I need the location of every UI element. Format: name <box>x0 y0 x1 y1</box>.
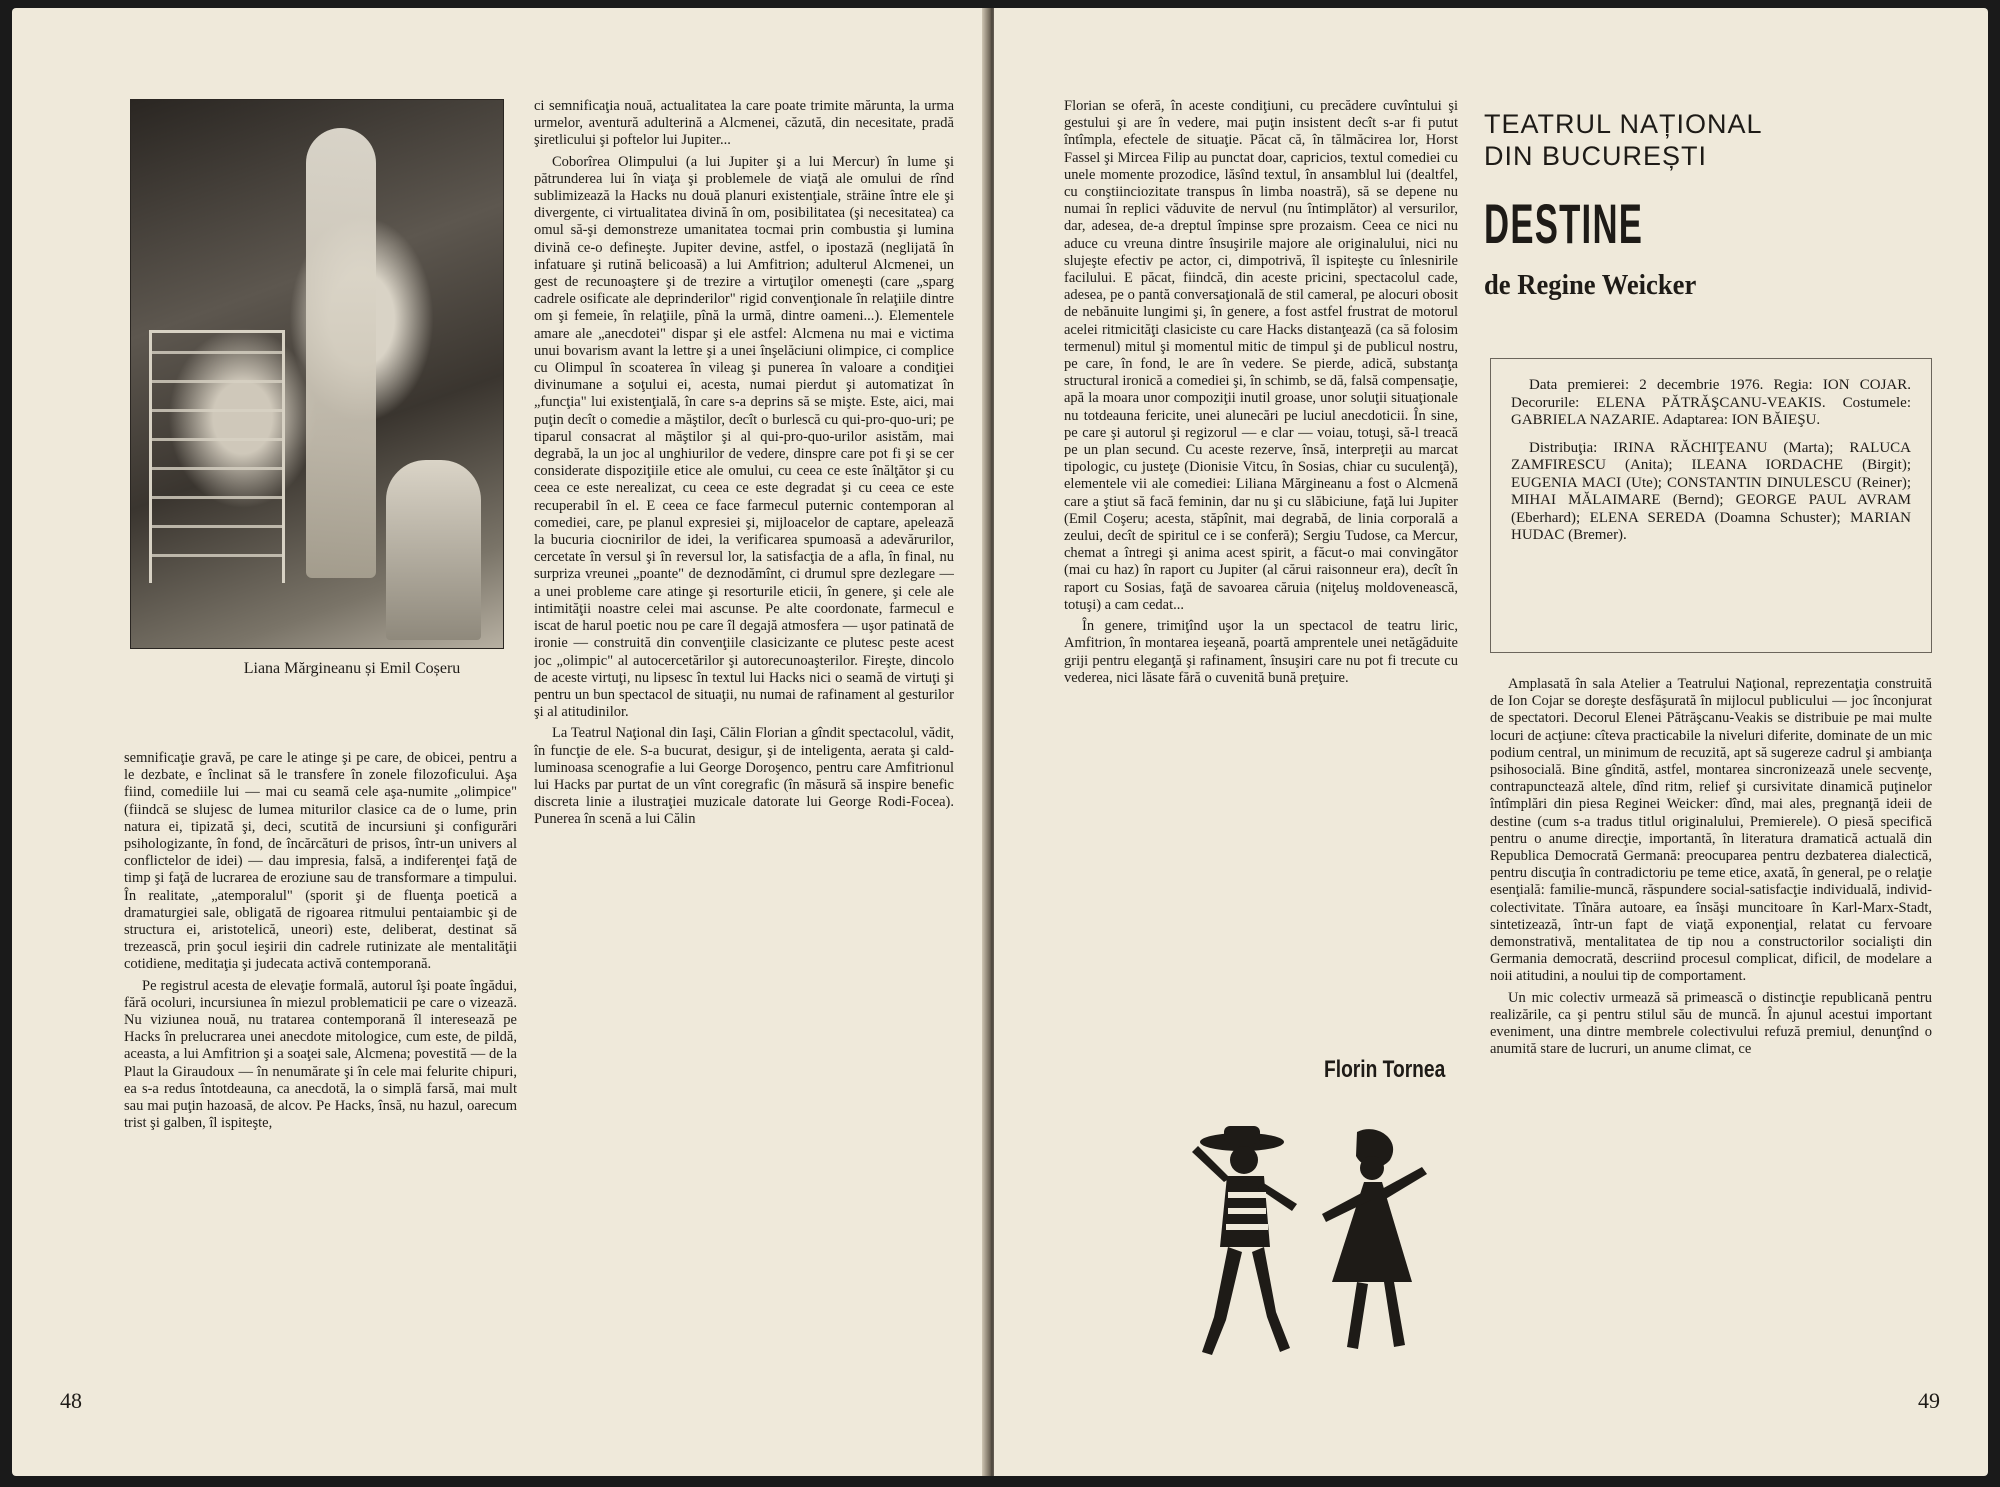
cast-paragraph: Distribuţia: IRINA RĂCHIŢEANU (Marta); RALUCA ZAMFIRESCU (Anita); ILEANA IORDACHE (Birgit); EUGENIA MACI (Ute); CONSTANTIN DINULESCU (Reiner); MIHAI MĂLAIMARE (Bernd); GEORGE PAUL AVRAM (Eberhard); ELENA SEREDA (Doamna Schuster); MARIAN HUDAC (Bremer). <box>1511 439 1911 543</box>
photo-figure-woman <box>306 128 376 578</box>
paragraph: Amplasată în sala Atelier a Teatrului Naţional, reprezentaţia construită de Ion Cojar se doreşte desfăşurată în mijlocul publicului — joc înconjurat de spectatori. Decorul Elenei Pătrăşcanu-Veakis se distribuie pe mai multe locuri de acţiune: cîteva practicabile la niveluri diferite, dominate de un mic podium central, un minimum de recuzită, apt să sugereze cadrul şi ambianţa psihosocială. Bine gîndită, astfel, montarea sincronizează unele secvenţe, contrapunctează altele, dînd ritm, relief şi cursivitate dinamică puţinelor întîmplări din piesa Reginei Weicker: dînd, mai ales, pregnanţă ideii de destine (cum s-a tradus titlul originalului, Premierele). O piesă specifică pentru o anume direcţie, importantă, în literatura dramatică actuală din Republica Democrată Germană: preocuparea pentru dezbaterea dialectică, pentru discuţia în contradictoriu pe teme etice, axată, în general, pe o relaţie esenţială: familie-muncă, răspundere social-satisfacţie individuală, individ-colectivitate. Tînăra autoare, ea însăşi muncitoare în Karl-Marx-Stadt, sintetizează, într-un fapt de viaţă exponenţial, relatat cu fervoare demonstrativă, mentalitatea de tip nou a constructorilor socialişti din Germania democrată, descriind procesul complicat, dificil, de modelare a noii atitudini, a noului tip de comportament. <box>1490 676 1932 985</box>
right-column <box>1490 676 1932 1382</box>
right-page <box>994 8 1988 1476</box>
play-title: DESTINE <box>1484 192 1644 255</box>
photo-figure-man <box>386 460 481 640</box>
play-byline: de Regine Weicker <box>1484 270 1697 301</box>
photo-staircase <box>149 330 285 583</box>
photo-caption: Liana Mărgineanu și Emil Coșeru <box>243 660 461 677</box>
paragraph: La Teatrul Naţional din Iaşi, Călin Florian a gîndit spectacolul, vădit, în funcţie de ele. S-a bucurat, desigur, şi de inteligenta, aerata şi cald-luminoasa scenografie a lui George Doroşenco, pentru care Amfitrionul lui Hacks par purtat de un vînt coregrafic (în măsură să inspire benefic discreta linie a ilustraţiei muzicale datorate lui George Rodi-Focea). Punerea în scenă a lui Călin <box>534 725 954 828</box>
paragraph: ci semnificaţia nouă, actualitatea la care poate trimite mărunta, la urma urmelor, aventură adulterină a Alcmenei, căzută, din necesitate, pradă şiretlicului şi poftelor lui Jupiter... <box>534 98 954 149</box>
credits-paragraph: Data premierei: 2 decembrie 1976. Regia: ION COJAR. Decorurile: ELENA PĂTRĂŞCANU-VEAKIS. Costumele: GABRIELA NAZARIE. Adaptarea: ION BĂIEŞU. <box>1511 377 1911 428</box>
dancers-illustration <box>1172 1112 1442 1367</box>
paragraph: În genere, trimiţînd uşor la un spectacol de teatru liric, Amfitrion, în montarea ieşeană, poartă amprentele unei netăgăduite griji pentru eleganţă şi rafinament, însuşiri care nu pot fi trecute cu vederea, nici lăsate fără o cuvenită bună preţuire. <box>1064 618 1458 686</box>
production-credits-box <box>1490 358 1932 653</box>
theatre-heading-line1: TEATRUL NAȚIONAL <box>1484 109 1763 139</box>
left-page <box>12 8 988 1476</box>
stage-photo <box>130 99 504 649</box>
left-column-lower <box>124 750 517 1380</box>
paragraph: Pe registrul acesta de elevaţie formală, autorul îşi poate îngădui, fără ocoluri, incursiunea în miezul problematicii pe care o vizează. Nu viziunea nouă, nu tratarea contemporană îl interesează pe Hacks în prelucrarea unei anecdote mitologice, cum este, de pildă, aceasta, a lui Amfitrion şi a soaţei sale, Alcmena; povestită — de la Plaut la Giraudoux — în nenumărate şi în cele mai felurite chipuri, ea s-a redus întotdeauna, ca anecdotă, la o simplă farsă, mai mult sau mai puţin hazoasă, de alcov. Pe Hacks, însă, nu hazul, oarecum trist şi galben, îl ispiteşte, <box>124 977 517 1132</box>
left-column <box>1064 98 1458 1028</box>
theatre-heading-line2: DIN BUCUREȘTI <box>1484 141 1708 171</box>
theatre-heading <box>1484 108 1944 172</box>
paragraph: Coborîrea Olimpului (a lui Jupiter şi a lui Mercur) în lume şi pătrunderea lui în viaţa şi problemele de viaţă ale omului de rînd sublimizează la Hacks nu două planuri existenţiale, străine între ele şi divergente, ci virtualitatea divină în om, posibilitatea (şi necesitatea) ca omul să-şi demonstreze umanitatea tocmai prin combustia şi lumina divină ce-o defineşte. Jupiter devine, astfel, o ipostază (neglijată în infatuare şi rutină belicoasă) a lui Amfitrion; adulterul Alcmenei, un gest de recunoaştere şi de trezire a virtuţilor omeneşti (care „sparg cadrele osificate ale deprinderilor" rigid convenţionale în relaţiile dintre om şi femeie, în relaţiile, pînă la urmă, dintre oameni...). Elementele amare ale „anecdotei" dispar şi ele astfel: Alcmena nu mai e victima unui bovarism avant la lettre şi a unei înşelăciuni olimpice, ci complice cu Olimpul în scoaterea în vileag şi punerea în valoare a condiţiei divinumane a soţului ei, acesta, numai pierdut şi automatizat în „funcţia" lui existenţială, în care s-a deprins să se mişte. Este, aici, mai puţin decît o comedie a măştilor, decît o burlescă cu qui-pro-quo-uri; pe tiparul consacrat al măştilor şi al qui-pro-quo-urilor asistăm, mai degrabă, la un joc al unghiurilor de vedere, dinspre care pot fi şi se cer considerate dispoziţiile etice ale omului, cu ceea ce este înălţător şi cu ceea ce este nerealizat, cu ceea ce este degradat şi cu ceea ce este recuperabil în el. E ceea ce face farmecul puternic contemporan al comediei, care, pe planul expresiei şi, mijloacelor de captare, apelează la bucuria ciocnirilor de idei, la verificarea spumoasă a adevărurilor, cercetate în versul şi în reversul lor, la satisfacţia de a afla, în final, nu surpriza vreunei „poante" de deznodămînt, ci drumul spre dezlegare — a unei probleme care atinge şi resorturile eticii, în genere, şi cele ale intimităţii noastre celei mai ascunse. Pe alte coordonate, farmecul e iscat de harul poetic nou pe care îl degajă atmosfera — uşor patinată de ironie — construită din convenţiile clasicizante ce plutesc peste acest joc „olimpic" al autocercetărilor şi autorecunoaşterilor. Fireşte, dincolo de aceste virtuţi, nu lipsesc în textul lui Hacks nici o seamă de virtuţi şi pentru un bun spectacol de situaţii, nu numai de rafinament al gesturilor şi al atitudinilor. <box>534 153 954 721</box>
paragraph: Florian se oferă, în aceste condiţiuni, cu precădere cuvîntului şi gestului şi are în vedere, mai puţin insistent decît s-ar fi putut întîmpla, efectele de situaţie. Păcat că, în tălmăcirea lor, Horst Fassel şi Mircea Filip au punctat doar, capricios, textul comediei cu unele momente prozodice, lăsînd textul, în ansamblul lui (dealtfel, cu conştiinciozitate transpus în limba noastră), să se depene nu numai în replici văduvite de nervul (nu întimplător) al versurilor, dar, adesea, de-a dreptul împinse spre prozaism. Ceea ce nici nu aduce cu vreuna dintre însuşirile majore ale originalului, nici nu slujeşte efectiv pe actor, ci, dimpotrivă, îl ispiteşte cu înlesnirile facilului. E păcat, fiindcă, din aceste pricini, spectacolul cade, adesea, pe o pantă conversaţională de stil cameral, pe alocuri obosit de nebănuite lungimi şi, în genere, a fost astfel frustrat de motorul acelei ritmicităţi clasiciste cu care Hacks distanţează (ca să folosim termenul) mitul şi momentul mitic de timpul şi de publicul nostru, pe care, în fond, le are în vedere. Se pierde, adică, substanţa structural ironică a comediei şi, în schimb, se dă, falsă compensaţie, apă la moara unor compoziţii inutil groase, unor soluţii situaţionale nu totdeauna fericite, unei alunecări pe luciul anecdoticii. În sine, pe care şi autorul şi regizorul — e clar — voiau, totuşi, să-l treacă pe un plan secund. Cu aceste rezerve, însă, interpreţii au marcat tipologic, cu justeţe (Dionisie Vitcu, în Sosias, chiar cu suculenţă), elementele vii ale comediei: Liliana Mărgineanu a fost o Alcmenă care a ştiut să facă feminin, dar nu şi cu slăbiciune, faţă lui Jupiter (Emil Coşeru; acesta, stăpînit, mai degrabă, de linia corporală a zeului, decît de spiritul ce i se conferă); Sergiu Tudose, ca Mercur, chemat a întregi şi anima acest spirit, a făcut-o mai convingător (mai cu haz) în raport cu Jupiter (al cărui raisonneur era), decît în raport cu Sosias, faţă de savoarea căruia (niţeluş moldovenească, totuşi) a cam cedat... <box>1064 98 1458 613</box>
page-number: 48 <box>60 1388 82 1413</box>
author-signature: Florin Tornea <box>1324 1056 1446 1083</box>
right-column <box>534 98 954 1388</box>
page-number: 49 <box>1918 1388 1940 1413</box>
paragraph: Un mic colectiv urmează să primească o distincţie republicană pentru realizările, ca şi pentru stilul său de muncă. În ajunul acestui important eveniment, una dintre membrele colectivului refuză premiul, denunţînd o anumită stare de lucruri, un anume climat, ce <box>1490 989 1932 1058</box>
paragraph: semnificaţie gravă, pe care le atinge şi pe care, de obicei, pentru a le dezbate, e înclinat să le transfere în zonele filozoficului. Aşa fiind, comediile lui — mai cu seamă cele aşa-numite „olimpice" (fiindcă se slujesc de lumea miturilor clasice ca de o lume, prin natura ei, tipizată şi, deci, scutită de incursiuni şi configurări psihologizante, în fond, de încărcături de prisos, într-un univers al conflictelor de idei) — dau impresia, falsă, a indiferenţei faţă de timp şi faţă de lucrarea de eroziune sau de transformare a timpului. În realitate, „atemporalul" (sporit şi de fluenţa poetică a dramaturgiei sale, obligată de rigoarea ritmului pentaiambic şi de structura ei, aristotelică, uneori) este, deliberat, destinat să trezească, prin şocul ieşirii din cadrele rutinizate ale mentalităţii cotidiene, meditaţia şi judecata activă contemporană. <box>124 750 517 973</box>
